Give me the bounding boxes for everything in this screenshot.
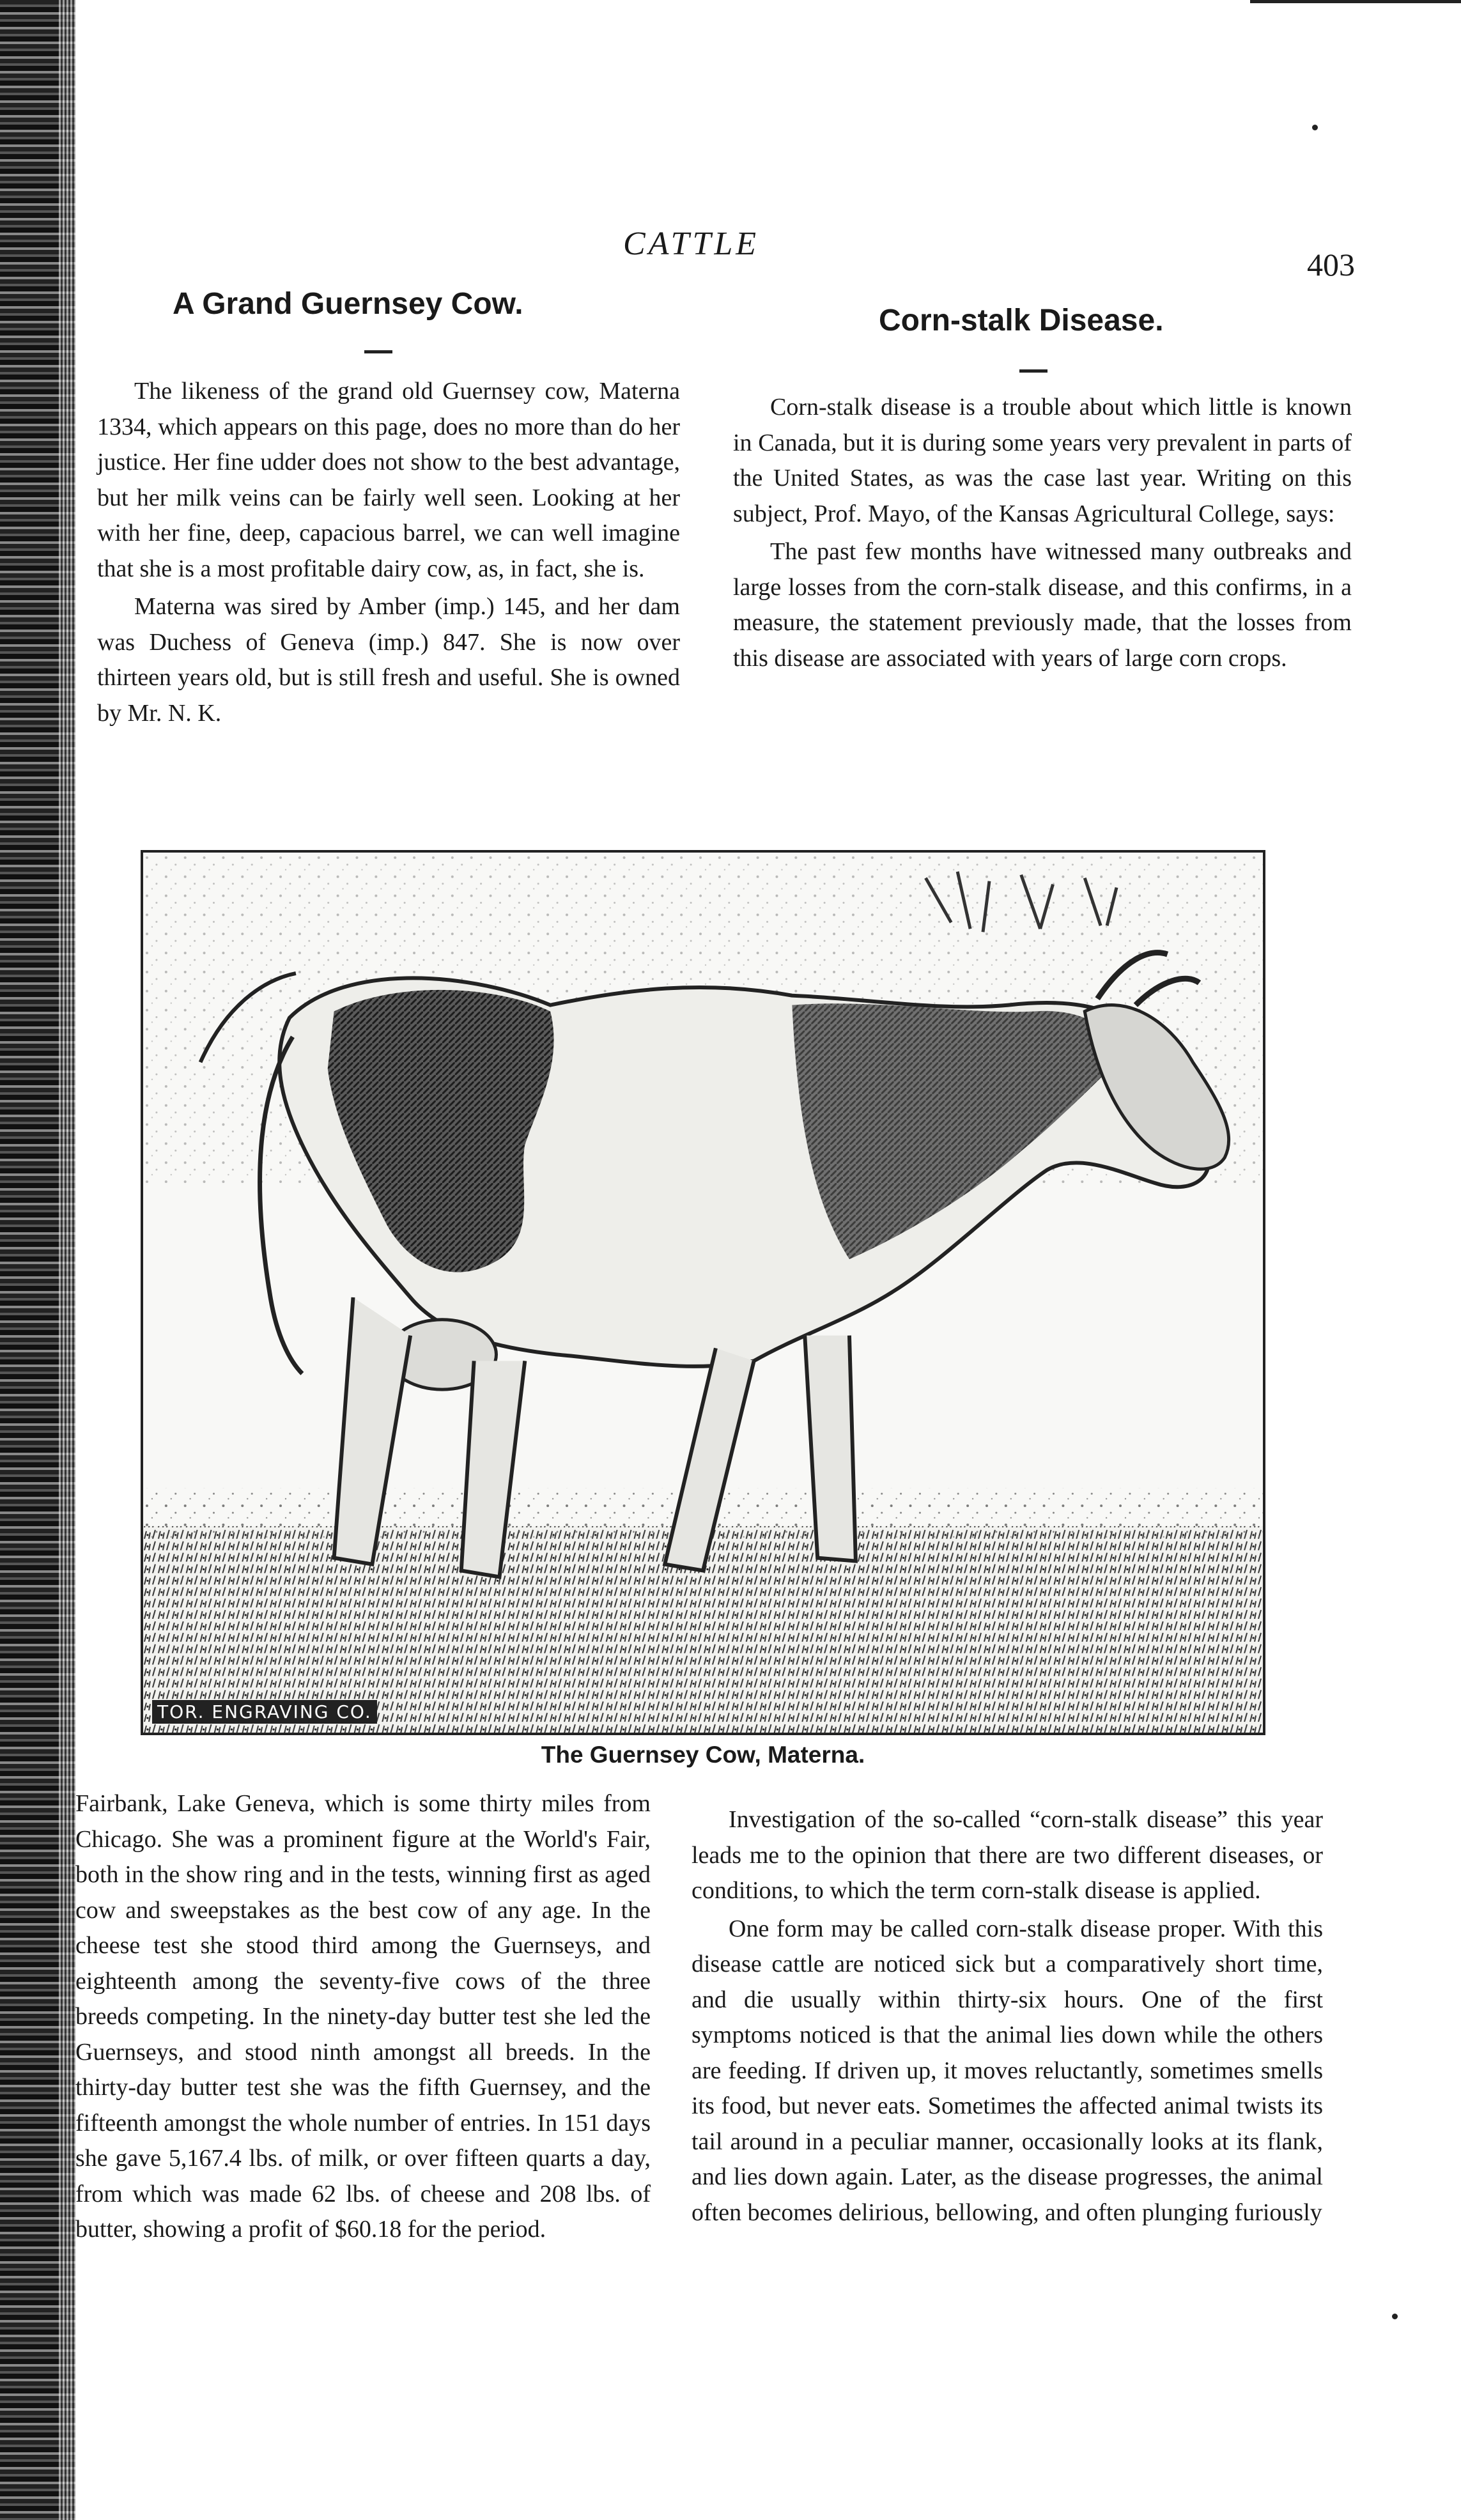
right-paragraph-2: The past few months have witnessed many outbreaks and large losses from the corn-stalk disease, and this confirms, in a measure, the statement previously made, that the losses from this disease are associated with years of large corn crops. xyxy=(733,538,1352,672)
right-continuation-2: One form may be called corn-stalk disease proper. With this disease cattle are noticed sick but a comparatively short time, and die usually within thirty-six hours. One of the first symptoms noticed is that the animal lies down while the others are feeding. If driven up, it moves reluctantly, sometimes smells its food, but never eats. Sometimes the affected animal twists its tail around in a peculiar manner, occasionally looks at its flank, and lies down again. Later, as the disease progresses, the animal often becomes delirious, bellowing, and often plunging furiously xyxy=(692,1915,1323,2226)
right-article-title: Corn-stalk Disease. xyxy=(879,304,1164,337)
left-paragraph-2: Materna was sired by Amber (imp.) 145, and her dam was Duchess of Geneva (imp.) 847. She is now over thirteen years old, but is still fresh and useful. She is owned by Mr. N. K. xyxy=(97,593,680,727)
right-column-top xyxy=(733,390,1352,676)
book-binding-edge xyxy=(0,0,75,2520)
ink-speck xyxy=(1392,2314,1398,2319)
left-continuation: Fairbank, Lake Geneva, which is some thirty miles from Chicago. She was a prominent figure at the World's Fair, both in the show ring and in the tests, winning first as aged cow and sweepstakes as the best cow of any age. In the cheese test she stood third among the Guernseys, and eighteenth among the seventy-five cows of the three breeds competing. In the ninety-day butter test she led the Guernseys, and stood ninth amongst all breeds. In the thirty-day butter test she was the fifth Guernsey, and the fifteenth amongst the whole number of entries. In 151 days she gave 5,167.4 lbs. of milk, or over fifteen quarts a day, from which was made 62 lbs. of cheese and 208 lbs. of butter, showing a profit of $60.18 for the period. xyxy=(75,1790,651,2243)
right-column-bottom xyxy=(692,1802,1323,2230)
left-title-dash xyxy=(364,350,392,353)
figure-caption: The Guernsey Cow, Materna. xyxy=(541,1742,865,1768)
left-article-title: A Grand Guernsey Cow. xyxy=(173,287,523,321)
right-continuation-1: Investigation of the so-called “corn-stalk disease” this year leads me to the opinion that there are two different diseases, or conditions, to which the term corn-stalk disease is applied. xyxy=(692,1806,1323,1904)
left-column-top xyxy=(97,374,680,731)
ink-speck xyxy=(1312,125,1318,130)
cow-engraving-icon xyxy=(143,853,1263,1733)
engraver-mark: TOR. ENGRAVING CO. xyxy=(152,1700,377,1724)
left-paragraph-1: The likeness of the grand old Guernsey cow, Materna 1334, which appears on this page, does no more than do her justice. Her fine udder does not show to the best advantage, but her milk veins can be fairly well seen. Looking at her with her fine, deep, capacious barrel, we can well imagine that she is a most profitable dairy cow, as, in fact, she is. xyxy=(97,378,680,582)
guernsey-cow-illustration xyxy=(141,850,1265,1735)
page-number: 403 xyxy=(1307,247,1355,282)
left-column-bottom xyxy=(75,1786,651,2248)
running-head: CATTLE xyxy=(623,226,760,262)
top-edge-rule xyxy=(1250,0,1461,3)
right-title-dash xyxy=(1019,369,1047,373)
right-paragraph-1: Corn-stalk disease is a trouble about which little is known in Canada, but it is during some years very prevalent in parts of the United States, as was the case last year. Writing on this subject, Prof. Mayo, of the Kansas Agricultural College, says: xyxy=(733,394,1352,527)
